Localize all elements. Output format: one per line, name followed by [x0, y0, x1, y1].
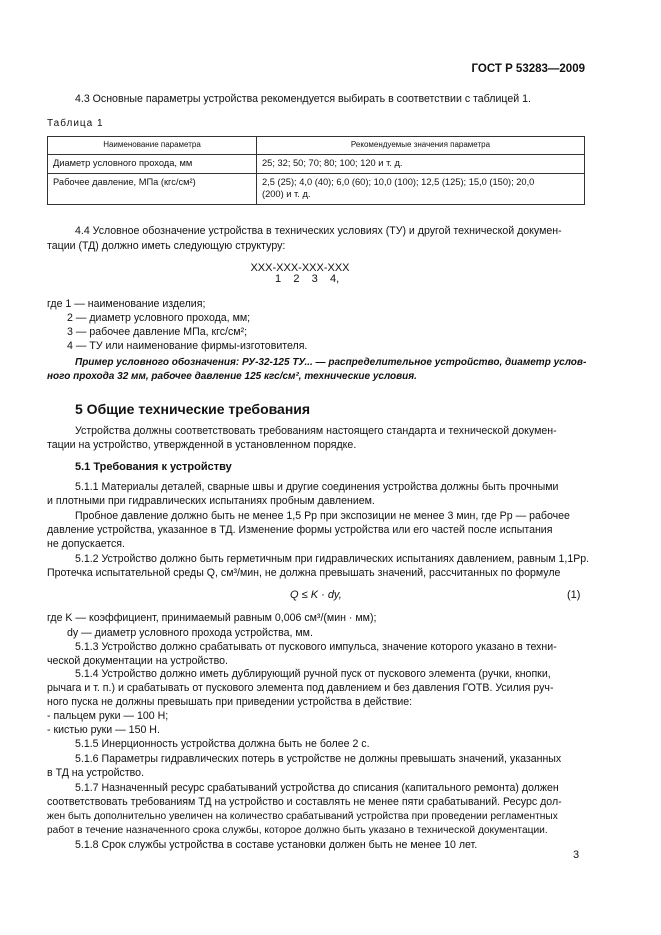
- table-header-cell: Рекомендуемые значения параметра: [257, 137, 585, 155]
- example-line1: Пример условного обозначения: РУ-32-125 ТУ... — распределительное устройство, диаметр услов-: [75, 357, 587, 368]
- where-item-4: 4 — ТУ или наименование фирмы-изготовителя.: [67, 340, 308, 352]
- paragraph-4-4-line2: тации (ТД) должно иметь следующую структуру:: [47, 240, 286, 252]
- formula-where-1: где K — коэффициент, принимаемый равным 0,006 см³/(мин · мм);: [47, 612, 377, 624]
- section-5-title: 5 Общие технические требования: [75, 401, 311, 417]
- table-cell: Рабочее давление, МПа (кгс/см²): [48, 173, 257, 204]
- where-item-1: где 1 — наименование изделия;: [47, 298, 206, 310]
- p516-line2: в ТД на устройство.: [47, 767, 145, 779]
- p511b-line3: не допускается.: [47, 538, 125, 550]
- paragraph-4-4-line1: 4.4 Условное обозначение устройства в технических условиях (ТУ) и другой технической докумен-: [75, 225, 562, 237]
- table-cell: 2,5 (25); 4,0 (40); 6,0 (60); 10,0 (100); 12,5 (125); 15,0 (150); 20,0 (200) и т. д.: [257, 173, 585, 204]
- formula-number: (1): [567, 589, 581, 601]
- table-cell: 25; 32; 50; 70; 80; 100; 120 и т. д.: [257, 154, 585, 173]
- designation-code: XXX-XXX-XXX-XXX: [250, 262, 350, 274]
- table-row: [48, 173, 585, 204]
- p518: 5.1.8 Срок службы устройства в составе установки должен быть не менее 10 лет.: [75, 839, 478, 851]
- table-cell: Диаметр условного прохода, мм: [48, 154, 257, 173]
- p511-line1: 5.1.1 Материалы деталей, сварные швы и другие соединения устройства должны быть прочными: [75, 481, 559, 493]
- p515: 5.1.5 Инерционность устройства должна быть не более 2 с.: [75, 738, 370, 750]
- paragraph-4-3: 4.3 Основные параметры устройства рекомендуется выбирать в соответствии с таблицей 1.: [75, 93, 531, 105]
- p517-line4: работ в течение назначенного срока службы, которое должно быть указано в технической документации.: [47, 825, 548, 836]
- designation-numbers: 1 2 3 4,: [275, 273, 340, 285]
- table-row: [48, 154, 585, 173]
- page-number: 3: [573, 849, 580, 861]
- p513-line1: 5.1.3 Устройство должно срабатывать от пускового импульса, значение которого указано в техни-: [75, 641, 557, 653]
- table-header-row: [48, 137, 585, 155]
- p511b-line1: Пробное давление должно быть не менее 1,5 Рр при экспозиции не менее 3 мин, где Рр — рабочее: [75, 510, 570, 522]
- section-5-paragraph-line1: Устройства должны соответствовать требованиям настоящего стандарта и технической докумен-: [75, 425, 557, 437]
- section-5-paragraph-line2: тации на устройство, утвержденной в установленном порядке.: [47, 439, 357, 451]
- p514-line2: рычага и т. п.) и срабатывать от пускового элемента под давлением и без давления ГОТВ. Усилия руч-: [47, 682, 554, 694]
- table-caption: Таблица 1: [47, 118, 104, 129]
- p512-line1: 5.1.2 Устройство должно быть герметичным при гидравлических испытаниях давлением, равным 1,1Рр.: [75, 553, 590, 565]
- p517-line3: жен быть дополнительно увеличен на количество срабатываний устройства при проведении регламентных: [47, 811, 558, 822]
- p514-line3: ного пуска не должны превышать при приведении устройства в действие:: [47, 696, 413, 708]
- p517-line2: соответствовать требованиям ТД на устройство и составлять не менее пяти срабатываний. Ресурс дол-: [47, 796, 562, 808]
- p513-line2: ческой документации на устройство.: [47, 655, 228, 667]
- p517-line1: 5.1.7 Назначенный ресурс срабатываний устройства до списания (капитального ремонта) должен: [75, 782, 559, 794]
- section-5-1-title: 5.1 Требования к устройству: [75, 461, 232, 473]
- standard-header: ГОСТ Р 53283—2009: [471, 63, 585, 75]
- parameters-table: [47, 136, 585, 205]
- p512-line2: Протечка испытательной среды Q, см³/мин, не должна превышать значений, рассчитанных по формуле: [47, 567, 561, 579]
- p511-line2: и плотными при гидравлических испытаниях пробным давлением.: [47, 495, 375, 507]
- where-item-3: 3 — рабочее давление МПа, кгс/см²;: [67, 326, 248, 338]
- p511b-line2: давление устройства, указанное в ТД. Изменение формы устройства или его частей после испытания: [47, 524, 553, 536]
- p514-line4: - пальцем руки — 100 Н;: [47, 710, 169, 722]
- example-line2: ного прохода 32 мм, рабочее давление 125 кгс/см², технические условия.: [47, 371, 417, 382]
- p514-line5: - кистью руки — 150 Н.: [47, 724, 160, 736]
- where-item-2: 2 — диаметр условного прохода, мм;: [67, 312, 251, 324]
- formula-expression: Q ≤ K · dу,: [290, 589, 342, 601]
- table-header-cell: Наименование параметра: [48, 137, 257, 155]
- formula-where-2: dу — диаметр условного прохода устройства, мм.: [67, 627, 313, 639]
- p516-line1: 5.1.6 Параметры гидравлических потерь в устройстве не должны превышать значений, указанных: [75, 753, 562, 765]
- p514-line1: 5.1.4 Устройство должно иметь дублирующий ручной пуск от пускового элемента (ручки, кнопки,: [75, 668, 551, 680]
